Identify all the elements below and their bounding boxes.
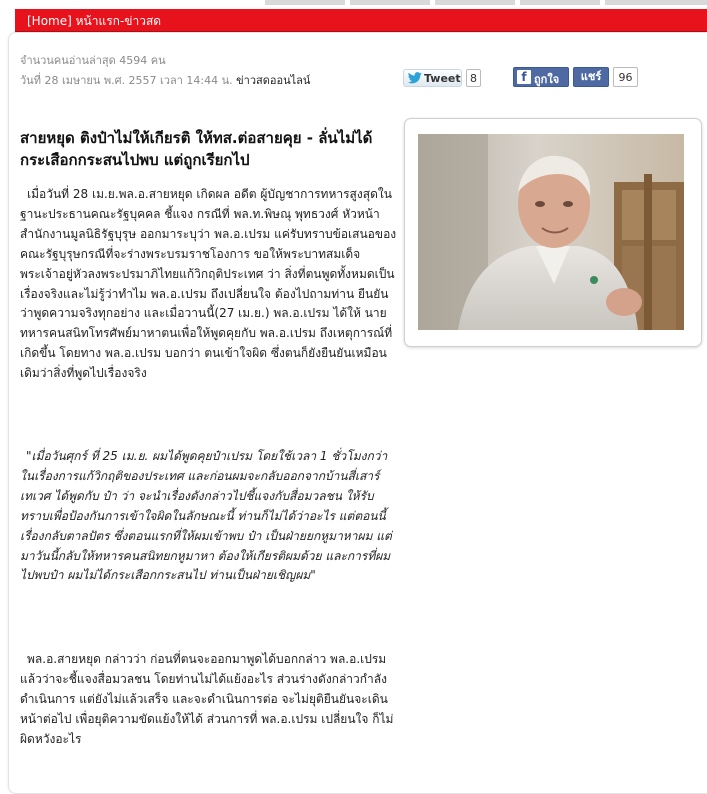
article-paragraph-3: พล.อ.สายหยุด กล่าวว่า ก่อนที่ตนจะออกมาพูดได้บอกกล่าว พล.อ.เปรม แล้วว่าจะชี้แจงสื่อมวลชน โดยท่านไม่ได้แย้งอะไร ส่วนร่างดังกล่าวกำลังดำเนินการ แต่ยังไม่แล้วเสร็จ และจะดำเนินการต่อ จะไม่ยุติยืนยันจะเดินหน้าต่อไป เพื่อยุติความขัดแย้งให้ได้ ส่วนการที่ พล.อ.เปรม เปลี่ยนใจ ก็ไม่ผิดหวังอะไร: [20, 652, 394, 746]
facebook-share-button[interactable]: แชร์: [573, 67, 609, 87]
tweet-button[interactable]: [403, 69, 462, 87]
facebook-f-icon: f: [517, 70, 531, 84]
news-source: ข่าวสดออนไลน์: [236, 74, 311, 87]
tweet-count: 8: [466, 69, 481, 87]
article-quote: "เมื่อวันศุกร์ ที่ 25 เม.ย. ผมได้พูดคุยป๋าเปรม โดยใช้เวลา 1 ชั่วโมงกว่า ในเรื่องการแก้วิกฤติของประเทศ และก่อนผมจะกลับออกจากบ้านสี่เสาร์เทเวศ ได้พูดกับ ป๋า ว่า จะนำเรื่องดังกล่าวไปชี้แจงกับสื่อมวลชน ให้รับทราบเพื่อป้องกันการเข้าใจผิดในลักษณะนี้ ท่านก็ไม่ได้ว่าอะไร แต่ตอนนี้เรื่องกลับตาลปัตร ซึ่งตอนแรกที่ให้ผมเข้าพบ ป๋า เป็นฝ่ายยกหูมาหาผม แต่มาวันนี้กลับให้ทหารคนสนิทยกหูมาหา ต้องให้เกียรติผมด้วย และการที่ผมไปพบป๋า ผมไม่ได้กระเสือกกระสนไป ท่านเป็นฝ่ายเชิญผม": [20, 449, 392, 583]
article-photo: [418, 134, 684, 330]
reader-count: จำนวนคนอ่านล่าสุด 4594 คน: [20, 54, 166, 67]
publish-date: วันที่ 28 เมษายน พ.ศ. 2557 เวลา 14:44 น.: [20, 74, 233, 87]
article-paragraph-1: เมื่อวันที่ 28 เม.ย.พล.อ.สายหยุด เกิดผล อดีต ผู้บัญชาการทหารสูงสุดในฐานะประธานคณะรัฐบุคคล ชี้แจง กรณีที่ พล.ท.พิษณุ พุทธวงศ์ หัวหน้าสำนักงานมูลนิธิรัฐบุรุษ ออกมาระบุว่า พล.อ.เปรม แค่รับทราบข้อเสนอของคณะรัฐบุรุษกรณีที่จะร่างพระบรมราชโองการ ขอให้พระบาทสมเด็จพระเจ้าอยู่หัวลงพระปรมาภิไทยแก้วิกฤติประเทศ ว่า สิ่งที่ตนพูดทั้งหมดเป็นเรื่องจริงและไม่รู้ว่าทำไม พล.อ.เปรม ถึงเปลี่ยนใจ ต้องไปถามท่าน ยืนยันว่าพูดความจริงทุกอย่าง และเมื่อวานนี้(27 เม.ย.) พล.อ.เปรม ได้ให้ นายทหารคนสนิทโทรศัพย์มาหาตนเพื่อให้พูดคุยกับ พล.อ.เปรม ถึงเหตุการณ์ที่เกิดขึ้น โดยทาง พล.อ.เปรม บอกว่า ตนเข้าใจผิด ซึ่งตนก็ยังยืนยันเหมือนเดิมว่าสิ่งที่พูดไปเรื่องจริง: [20, 187, 397, 381]
twitter-bird-icon: [408, 72, 422, 84]
share-count: 96: [613, 67, 638, 87]
top-strip: [0, 0, 707, 6]
article-headline: สายหยุด ติงป๋าไม่ให้เกียรติ ให้ทส.ต่อสายคุย - ลั่นไม่ได้กระเสือกกระสนไปพบ แต่ถูกเรียกไป: [20, 129, 373, 169]
tweet-label: Tweet: [424, 72, 461, 85]
facebook-like-button[interactable]: [513, 67, 569, 87]
dateline: [20, 71, 310, 89]
section-nav-bar: [15, 9, 707, 33]
breadcrumb: [27, 12, 161, 31]
like-label: ถูกใจ: [534, 73, 560, 86]
home-link[interactable]: [Home]: [27, 14, 72, 28]
section-link[interactable]: หน้าแรก-ข่าวสด: [75, 14, 162, 28]
portrait-image: [418, 134, 684, 330]
